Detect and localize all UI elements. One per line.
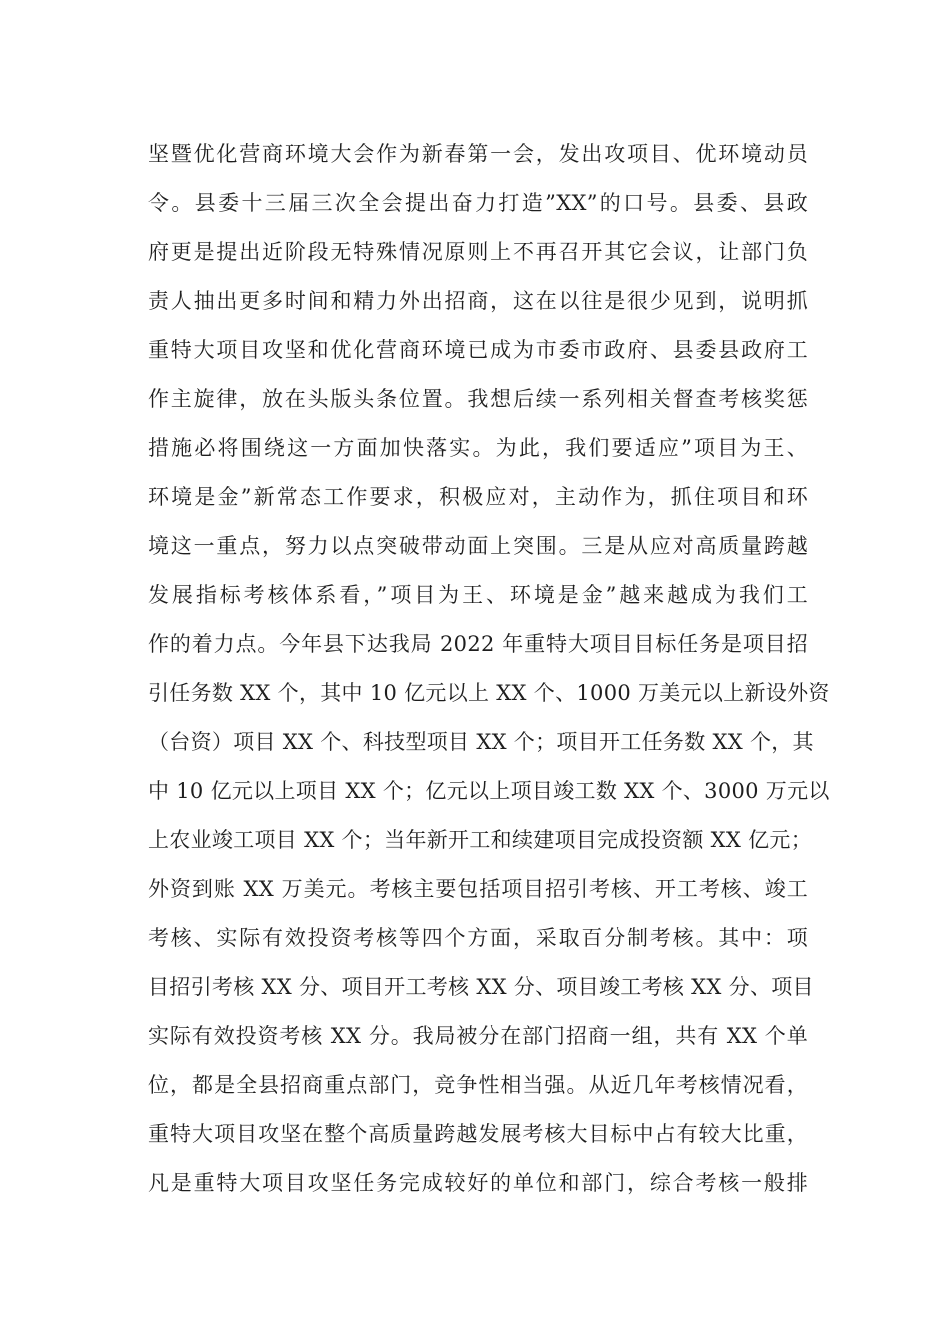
text-line: 重特大项目攻坚在整个高质量跨越发展考核大目标中占有较大比重， xyxy=(148,1122,808,1146)
text-line: 坚暨优化营商环境大会作为新春第一会，发出攻项目、优环境动员 xyxy=(148,142,808,166)
text-line: 重特大项目攻坚和优化营商环境已成为市委市政府、县委县政府工 xyxy=(148,338,808,362)
text-line: 实际有效投资考核 XX 分。我局被分在部门招商一组，共有 XX 个单 xyxy=(148,1024,808,1048)
text-line: 作主旋律，放在头版头条位置。我想后续一系列相关督查考核奖惩 xyxy=(148,387,808,411)
text-line: 目招引考核 XX 分、项目开工考核 XX 分、项目竣工考核 XX 分、项目 xyxy=(148,975,814,999)
text-line: 令。县委十三届三次全会提出奋力打造”XX”的口号。县委、县政 xyxy=(148,191,808,215)
text-line: 外资到账 XX 万美元。考核主要包括项目招引考核、开工考核、竣工 xyxy=(148,877,808,901)
text-line: 作的着力点。今年县下达我局 2022 年重特大项目目标任务是项目招 xyxy=(148,632,808,656)
text-line: 境这一重点，努力以点突破带动面上突围。三是从应对高质量跨越 xyxy=(148,534,808,558)
text-line: 引任务数 XX 个，其中 10 亿元以上 XX 个、1000 万美元以上新设外资 xyxy=(148,681,830,705)
text-line: 发展指标考核体系看，”项目为王、环境是金”越来越成为我们工 xyxy=(148,583,808,607)
text-line: 中 10 亿元以上项目 XX 个；亿元以上项目竣工数 XX 个、3000 万元以 xyxy=(148,779,830,803)
text-line: 凡是重特大项目攻坚任务完成较好的单位和部门，综合考核一般排 xyxy=(148,1171,808,1195)
text-line: 措施必将围绕这一方面加快落实。为此，我们要适应”项目为王、 xyxy=(148,436,808,460)
text-line: （台资）项目 XX 个、科技型项目 XX 个；项目开工任务数 XX 个，其 xyxy=(148,730,814,754)
text-line: 上农业竣工项目 XX 个；当年新开工和续建项目完成投资额 XX 亿元； xyxy=(148,828,812,852)
text-line: 府更是提出近阶段无特殊情况原则上不再召开其它会议，让部门负 xyxy=(148,240,808,264)
body-paragraph xyxy=(148,134,830,1212)
text-line: 考核、实际有效投资考核等四个方面，采取百分制考核。其中：项 xyxy=(148,926,808,950)
text-line: 环境是金”新常态工作要求，积极应对，主动作为，抓住项目和环 xyxy=(148,485,808,509)
text-line: 责人抽出更多时间和精力外出招商，这在以往是很少见到，说明抓 xyxy=(148,289,808,313)
text-line: 位，都是全县招商重点部门，竞争性相当强。从近几年考核情况看， xyxy=(148,1073,808,1097)
